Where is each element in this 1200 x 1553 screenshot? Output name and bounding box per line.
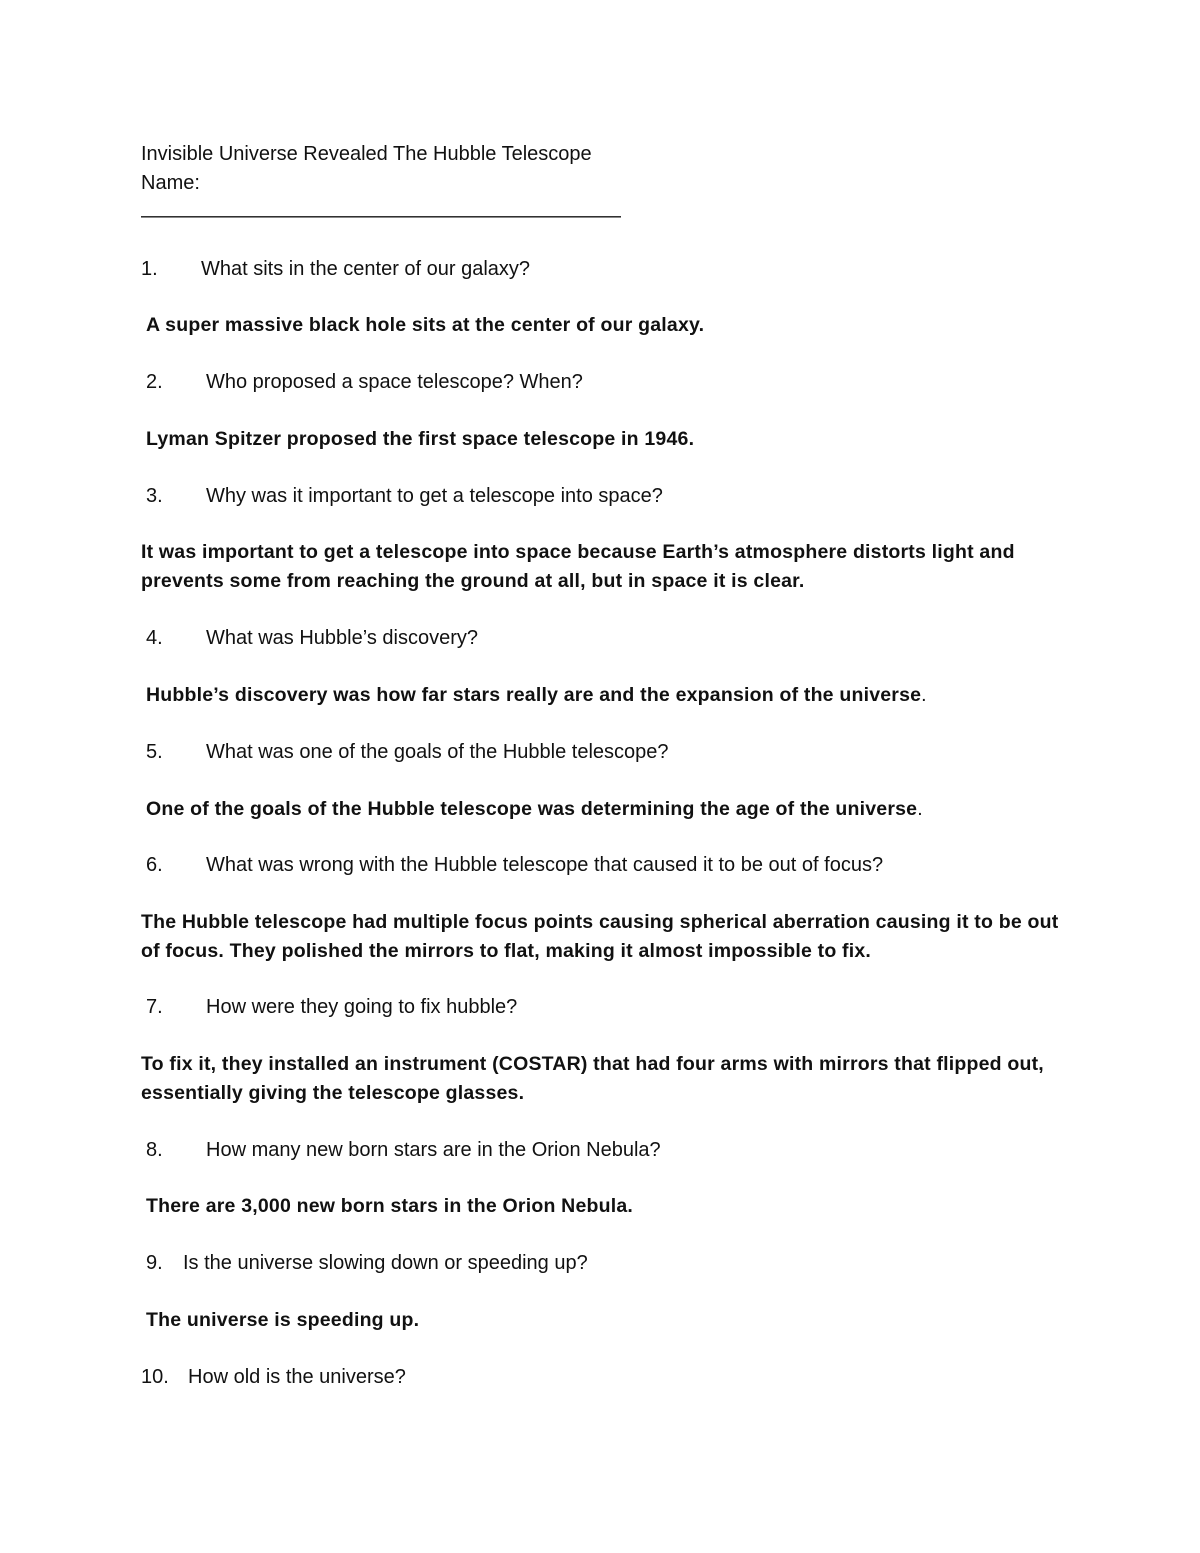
question-text: Who proposed a space telescope? When? [206,371,583,393]
question-text: How were they going to fix hubble? [206,996,518,1018]
answer-text: Hubble’s discovery was how far stars really are and the expansion of the universe [146,684,922,706]
question-number: 7. [146,996,163,1018]
answer-5 [146,795,1066,824]
question-text: How old is the universe? [188,1366,406,1388]
question-number: 1. [141,258,158,280]
answer-4 [146,681,1066,710]
name-blank-line: ———————————————————————— [141,205,621,227]
answer-text: It was important to get a telescope into space because Earth’s atmosphere distorts light and prevents some from reaching the ground at all, but in space it is clear. [141,541,1015,592]
answer-text: To fix it, they installed an instrument (COSTAR) that had four arms with mirrors that flipped out, essentially giving the telescope glasses. [141,1053,1044,1104]
answer-8 [146,1192,1066,1221]
question-text: Why was it important to get a telescope into space? [206,485,663,507]
question-text: What was one of the goals of the Hubble telescope? [206,741,669,763]
answer-text: The universe is speeding up. [146,1309,420,1331]
answer-text: Lyman Spitzer proposed the first space telescope in 1946. [146,428,695,450]
question-text: How many new born stars are in the Orion Nebula? [206,1139,661,1161]
answer-7 [141,1050,1061,1108]
question-number: 2. [146,371,163,393]
answer-text: The Hubble telescope had multiple focus points causing spherical aberration causing it to be out of focus. They polished the mirrors to flat, making it almost impossible to fix. [141,911,1059,962]
answer-text: There are 3,000 new born stars in the Orion Nebula. [146,1195,634,1217]
question-number: 6. [146,854,163,876]
answer-text: A super massive black hole sits at the center of our galaxy. [146,314,705,336]
answer-1 [146,311,1066,340]
answer-3 [141,538,1061,596]
question-text: What was Hubble’s discovery? [206,627,478,649]
question-number: 4. [146,627,163,649]
question-number: 3. [146,485,163,507]
question-number: 9. [146,1252,163,1274]
answer-6 [141,908,1061,966]
question-text: What sits in the center of our galaxy? [201,258,531,280]
question-text: Is the universe slowing down or speeding up? [183,1252,588,1274]
answer-tail: . [917,798,923,820]
document-title: Invisible Universe Revealed The Hubble Telescope [141,143,592,165]
question-number: 10. [141,1366,169,1388]
answer-tail: . [921,684,927,706]
question-number: 8. [146,1139,163,1161]
answer-text: One of the goals of the Hubble telescope was determining the age of the universe [146,798,918,820]
question-number: 5. [146,741,163,763]
name-label: Name: [141,172,200,194]
answer-9 [146,1306,1066,1335]
answer-2 [146,425,1066,454]
question-text: What was wrong with the Hubble telescope that caused it to be out of focus? [206,854,884,876]
